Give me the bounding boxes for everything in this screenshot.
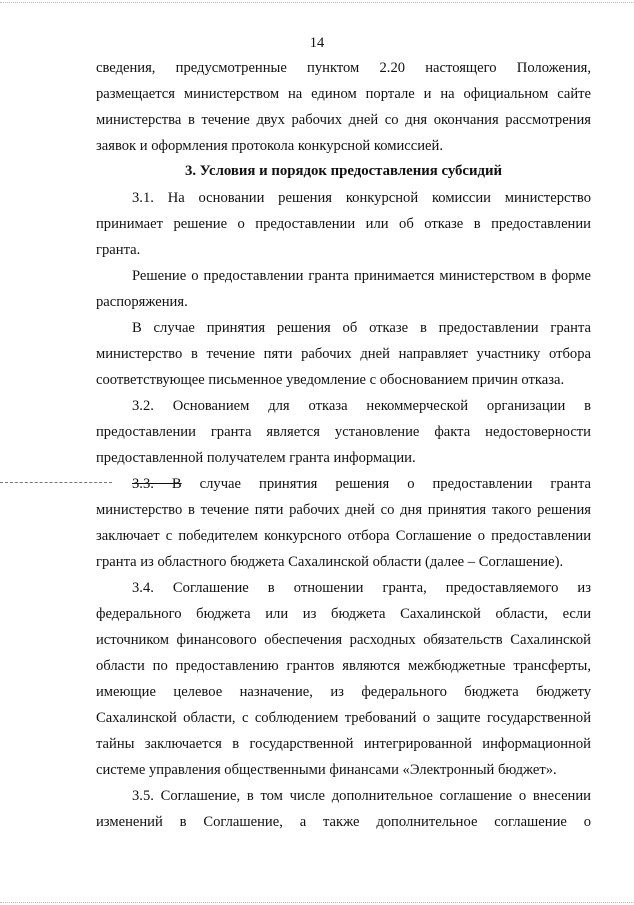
paragraph-3-1 — [96, 185, 591, 263]
struck-text: 3.3. В — [132, 476, 182, 492]
text-line: имеющие целевое назначение, из федерального бюджета бюджету — [96, 684, 591, 700]
text-line: распоряжения. — [96, 294, 188, 310]
section-heading: 3. Условия и порядок предоставления субсидий — [184, 163, 503, 179]
text-line: заключает с победителем конкурсного отбора Соглашение о предоставлении — [96, 528, 591, 544]
text-line: области по предоставлению грантов являются межбюджетные трансферты, — [96, 658, 591, 674]
text-line: федерального бюджета или из бюджета Сахалинской области, если — [96, 606, 591, 622]
text-line: министерство в течение пяти рабочих дней направляет участнику отбора — [96, 346, 591, 362]
paragraph-continuation — [96, 55, 591, 159]
text-line — [96, 471, 591, 497]
paragraph-3-1-decision — [96, 263, 591, 315]
scan-edge-top — [0, 2, 634, 3]
text-line: В случае принятия решения об отказе в предоставлении гранта — [132, 320, 591, 336]
text-line: гранта. — [96, 242, 141, 258]
paragraph-3-2 — [96, 393, 591, 471]
text-line: источником финансового обеспечения расходных обязательств Сахалинской — [96, 632, 591, 648]
text-line: тайны заключается в государственной интегрированной информационной — [96, 736, 591, 752]
text-line: 3.2. Основанием для отказа некоммерческой организации в — [132, 398, 591, 414]
text-line: заявок и оформления протокола конкурсной комиссией. — [96, 138, 443, 154]
text-line: 3.1. На основании решения конкурсной комиссии министерство — [132, 190, 591, 206]
text-line: предоставленной получателем гранта информации. — [96, 450, 416, 466]
text-line: министерство в течение пяти рабочих дней со дня принятия такого решения — [96, 502, 591, 518]
text-line: размещается министерством на едином портале и на официальном сайте — [96, 86, 591, 102]
text-line: принимает решение о предоставлении или об отказе в предоставлении — [96, 216, 591, 232]
text-line: Сахалинской области, с соблюдением требований о защите государственной — [96, 710, 591, 726]
scan-edge-bottom — [0, 902, 634, 903]
paragraph-3-5 — [96, 783, 591, 835]
text-line: Решение о предоставлении гранта принимается министерством в форме — [132, 268, 591, 284]
paragraph-3-1-refusal — [96, 315, 591, 393]
text-line: соответствующее письменное уведомление с обоснованием причин отказа. — [96, 372, 565, 388]
text-line: системе управления общественными финансами «Электронный бюджет». — [96, 762, 557, 778]
text-line: 3.5. Соглашение, в том числе дополнительное соглашение о внесении — [132, 788, 591, 804]
text-line: гранта из областного бюджета Сахалинской области (далее – Соглашение). — [96, 554, 564, 570]
text-fragment: случае принятия решения о предоставлении гранта — [181, 476, 591, 492]
paragraph-3-4 — [96, 575, 591, 783]
page-number: 14 — [309, 35, 325, 51]
paragraph-3-3 — [96, 471, 591, 575]
text-line: министерства в течение двух рабочих дней со дня окончания рассмотрения — [96, 112, 591, 128]
text-line: изменений в Соглашение, а также дополнительное соглашение о — [96, 814, 591, 830]
text-line: предоставлении гранта является установление факта недостоверности — [96, 424, 591, 440]
text-line: 3.4. Соглашение в отношении гранта, предоставляемого из — [132, 580, 591, 596]
text-line: сведения, предусмотренные пунктом 2.20 настоящего Положения, — [96, 60, 591, 76]
